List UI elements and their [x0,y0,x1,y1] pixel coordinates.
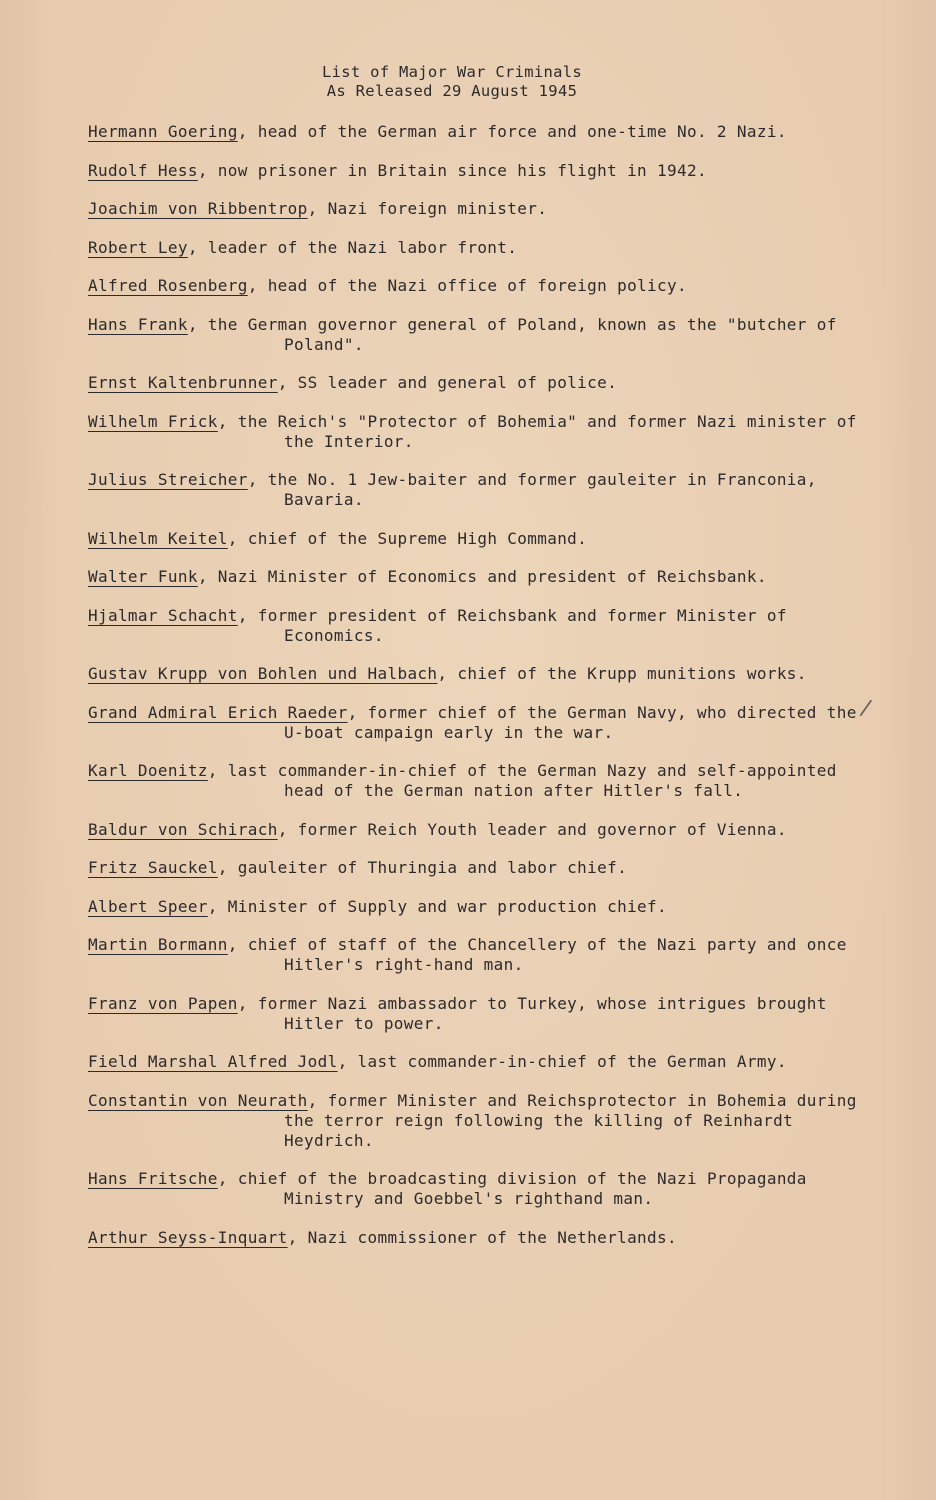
list-item [88,529,876,549]
list-item [88,1228,876,1248]
entry-description: , Nazi foreign minister. [307,199,548,218]
entry-description: , Nazi commissioner of the Netherlands. [287,1227,677,1247]
entry-description: , SS leader and general of police. [277,373,618,392]
list-item [88,276,876,296]
list-item [88,161,876,181]
entry-name: Hjalmar Schacht [88,605,238,625]
criminals-list [88,122,876,1248]
entry-description: , leader of the Nazi labor front. [187,237,518,257]
entry-name: Alfred Rosenberg [88,276,248,295]
entry-description: , last commander-in-chief of the German Army. [337,1052,787,1071]
list-item [88,373,876,393]
list-item [88,470,876,510]
entry-description: , head of the German air force and one-time No. 2 Nazi. [237,122,787,141]
entry-description: , last commander-in-chief of the German Nazy and self-appointed head of the German nation after Hitler's fall. [207,761,837,800]
list-item [88,1091,876,1151]
entry-description: , former chief of the German Navy, who directed the U-boat campaign early in the war. [284,702,857,742]
list-item [88,994,876,1034]
entry-name: Gustav Krupp von Bohlen und Halbach [88,664,438,683]
list-item [88,1169,876,1209]
entry-name: Karl Doenitz [88,761,208,780]
document-subtitle: As Released 29 August 1945 [326,82,578,100]
entry-description: , former Minister and Reichsprotector in Bohemia during the terror reign following the killing of Reinhardt Heydrich. [284,1090,857,1150]
entry-name: Field Marshal Alfred Jodl [88,1052,338,1071]
entry-name: Wilhelm Frick [88,411,218,431]
entry-description: , gauleiter of Thuringia and labor chief. [217,858,628,877]
entry-description: , former Reich Youth leader and governor of Vienna. [277,819,787,839]
pencil-mark: / [858,695,874,722]
entry-description: , chief of the broadcasting division of the Nazi Propaganda Ministry and Goebbel's righthand man. [217,1169,807,1208]
entry-name: Julius Streicher [88,470,248,489]
entry-description: , chief of staff of the Chancellery of the Nazi party and once Hitler's right-hand man. [227,935,847,974]
entry-description: , former Nazi ambassador to Turkey, whose intrigues brought Hitler to power. [237,993,827,1033]
list-item [88,199,876,219]
entry-description: , Minister of Supply and war production chief. [207,896,668,916]
list-item [88,761,876,801]
list-item [88,315,876,355]
entry-name: Fritz Sauckel [88,858,218,877]
entry-name: Walter Funk [88,567,198,586]
entry-name: Constantin von Neurath [88,1090,308,1110]
entry-description: , chief of the Supreme High Command. [227,528,588,548]
document-title: List of Major War Criminals [321,63,583,81]
entry-description: , former president of Reichsbank and former Minister of Economics. [237,605,787,645]
list-item [88,935,876,975]
list-item [88,664,876,684]
entry-name: Ernst Kaltenbrunner [88,373,278,392]
entry-description: , head of the Nazi office of foreign policy. [247,276,687,295]
entry-name: Hans Fritsche [88,1169,218,1188]
entry-name: Grand Admiral Erich Raeder [88,702,348,722]
entry-description: , the Reich's "Protector of Bohemia" and former Nazi minister of the Interior. [217,411,857,451]
entry-name: Arthur Seyss-Inquart [88,1227,288,1247]
entry-description: , the German governor general of Poland, known as the "butcher of Poland". [187,314,837,354]
entry-name: Baldur von Schirach [88,819,278,839]
list-item [88,897,876,917]
entry-description: , now prisoner in Britain since his flight in 1942. [197,160,707,180]
document-header [88,62,876,100]
list-item [88,606,876,646]
list-item [88,703,876,743]
entry-name: Joachim von Ribbentrop [88,199,308,218]
entry-description: , Nazi Minister of Economics and president of Reichsbank. [197,567,767,586]
list-item [88,412,876,452]
entry-name: Hermann Goering [88,122,238,141]
entry-name: Hans Frank [88,314,188,334]
entry-name: Martin Bormann [88,935,228,954]
list-item [88,567,876,587]
entry-name: Albert Speer [88,896,208,916]
entry-description: , the No. 1 Jew-baiter and former gauleiter in Franconia, Bavaria. [247,470,817,509]
entry-name: Robert Ley [88,237,188,257]
list-item [88,858,876,878]
entry-name: Franz von Papen [88,993,238,1013]
entry-name: Wilhelm Keitel [88,528,228,548]
list-item [88,820,876,840]
list-item [88,238,876,258]
list-item [88,1052,876,1072]
entry-name: Rudolf Hess [88,160,198,180]
entry-description: , chief of the Krupp munitions works. [437,664,807,683]
list-item [88,122,876,142]
